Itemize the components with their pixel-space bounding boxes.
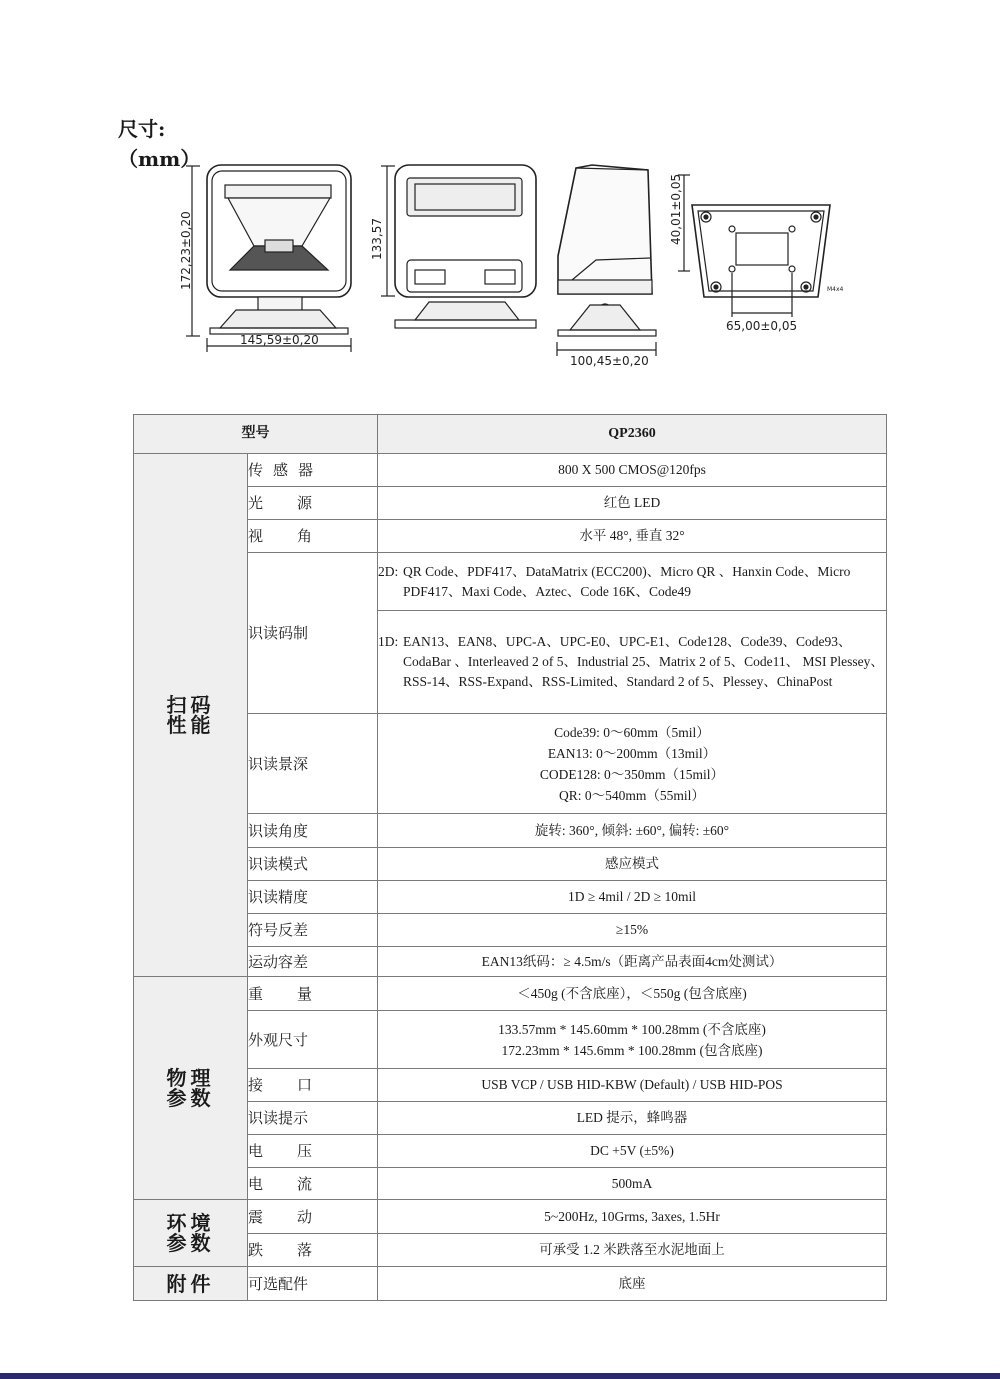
front-height-label: 172,23±0,20	[179, 211, 193, 290]
row-value: 红色 LED	[378, 487, 887, 520]
row-value: 底座	[378, 1267, 887, 1301]
dimensions-unit: （mm）	[118, 147, 201, 171]
row-label: 震动	[248, 1200, 378, 1234]
row-label: 运动容差	[248, 947, 378, 977]
row-value: EAN13纸码：≥ 4.5m/s（距离产品表面4cm处测试）	[378, 947, 887, 977]
row-label: 跌落	[248, 1234, 378, 1267]
row-value: USB VCP / USB HID-KBW (Default) / USB HID-POS	[378, 1069, 887, 1102]
row-value: 可承受 1.2 米跌落至水泥地面上	[378, 1234, 887, 1267]
spec-table	[133, 414, 887, 1301]
group-accessory: 附件	[134, 1267, 248, 1301]
row-label: 外观尺寸	[248, 1011, 378, 1069]
hole-spacing-label: 65,00±0,05	[726, 319, 798, 333]
group-scan: 扫码 性能	[134, 454, 248, 977]
row-value	[378, 714, 887, 814]
row-label: 识读提示	[248, 1102, 378, 1135]
model-label: 型号	[134, 415, 378, 454]
dimensions-label: 尺寸:	[118, 117, 166, 141]
codes-2d-list: QR Code、PDF417、DataMatrix (ECC200)、Micro QR 、Hanxin Code、Micro PDF417、Maxi Code、Aztec、Code 16K、Code49	[403, 563, 851, 599]
row-value: ≥15%	[378, 914, 887, 947]
codes-2d-tag: 2D:	[378, 563, 399, 579]
table-row	[134, 454, 887, 487]
row-label: 接口	[248, 1069, 378, 1102]
row-value: 800 X 500 CMOS@120fps	[378, 454, 887, 487]
row-value: 水平 48°, 垂直 32°	[378, 520, 887, 553]
row-value: 500mA	[378, 1168, 887, 1200]
back-height-label: 133,57	[370, 218, 384, 260]
codes-2d	[378, 553, 887, 611]
row-label: 传感器	[248, 454, 378, 487]
row-label: 识读模式	[248, 848, 378, 881]
row-label: 电压	[248, 1135, 378, 1168]
row-value: DC +5V (±5%)	[378, 1135, 887, 1168]
size-line: 172.23mm * 145.6mm * 100.28mm (包含底座)	[501, 1042, 763, 1058]
row-value: 5~200Hz, 10Grms, 3axes, 1.5Hr	[378, 1200, 887, 1234]
row-value: 1D ≥ 4mil / 2D ≥ 10mil	[378, 881, 887, 914]
codes-1d-list: EAN13、EAN8、UPC-A、UPC-E0、UPC-E1、Code128、Code39、Code93、CodaBar 、Interleaved 2 of 5、Industrial 25、Matrix 2 of 5、Code11、 MSI Plessey、RSS-14、RSS-Expand、RSS-Limited、Standard 2 of 5、Plessey、ChinaPost	[403, 634, 884, 689]
model-value: QP2360	[378, 415, 887, 454]
dof-line: QR: 0～540mm（55mil）	[559, 787, 705, 803]
front-view-drawing	[170, 160, 370, 355]
table-row	[134, 977, 887, 1011]
back-view-drawing	[365, 160, 545, 340]
group-physical: 物理 参数	[134, 977, 248, 1200]
table-row	[134, 1200, 887, 1234]
header-row	[134, 415, 887, 454]
row-label: 符号反差	[248, 914, 378, 947]
row-label: 识读角度	[248, 814, 378, 848]
table-row	[134, 1267, 887, 1301]
row-label: 识读景深	[248, 714, 378, 814]
codes-1d-tag: 1D:	[378, 634, 399, 649]
row-label: 可选配件	[248, 1267, 378, 1301]
side-height-label: 40,01±0,05	[669, 173, 683, 245]
dimension-drawings	[0, 0, 1000, 400]
dof-line: EAN13: 0～200mm（13mil）	[547, 745, 717, 761]
row-value	[378, 1011, 887, 1069]
side-depth-label: 100,45±0,20	[570, 354, 649, 368]
bottom-view-drawing	[670, 175, 860, 340]
codes-1d	[378, 611, 887, 714]
dof-line: CODE128: 0～350mm（15mil）	[539, 766, 725, 782]
group-env: 环境 参数	[134, 1200, 248, 1267]
row-value: 旋转: 360°, 倾斜: ±60°, 偏转: ±60°	[378, 814, 887, 848]
row-label: 识读精度	[248, 881, 378, 914]
row-value: 感应模式	[378, 848, 887, 881]
footer-bar	[0, 1373, 1000, 1379]
row-label: 识读码制	[248, 553, 378, 714]
row-label: 电流	[248, 1168, 378, 1200]
row-label: 视角	[248, 520, 378, 553]
front-width-label: 145,59±0,20	[240, 333, 319, 347]
row-label: 光源	[248, 487, 378, 520]
dof-line: Code39: 0～60mm（5mil）	[554, 724, 710, 740]
row-value: ＜450g (不含底座），＜550g (包含底座)	[378, 977, 887, 1011]
size-line: 133.57mm * 145.60mm * 100.28mm (不含底座)	[498, 1021, 766, 1037]
row-value: LED 提示，蜂鸣器	[378, 1102, 887, 1135]
side-view-drawing	[550, 160, 670, 375]
hole-thread-label: M4x4	[827, 286, 844, 293]
row-label: 重量	[248, 977, 378, 1011]
